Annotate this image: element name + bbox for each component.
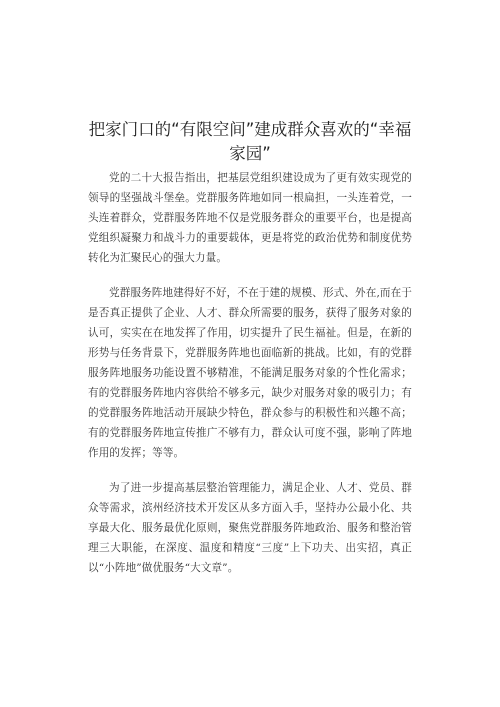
paragraph-2: 党群服务阵地建得好不好，不在于建的规模、形式、外在,而在于是否真正提供了企业、人才、群众所需要的服务，获得了服务对象的认可，实实在在地发挥了作用，切实提升了民生福祉。但是，在新的形势与任务背景下，党群服务阵地也面临新的挑战。比如，有的党群服务阵地服务功能设置不够精准，不能满足服务对象的个性化需求；有的党群服务阵地内容供给不够多元，缺少对服务对象的吸引力；有的党群服务阵地活动开展缺少特色，群众参与的积极性和兴趣不高；有的党群服务阵地宣传推广不够有力，群众认可度不强，影响了阵地作用的发挥；等等。 bbox=[88, 287, 412, 459]
paragraph-3: 为了进一步提高基层整治管理能力，满足企业、人才、党员、群众等需求，滨州经济技术开发区从多方面入手，坚持办公最小化、共享最大化、服务最优化原则，聚焦党群服务阵地政治、服务和整治管理三大职能，在深度、温度和精度“三度”上下功夫、出实招，真正以“小阵地”做优服务“大文章”。 bbox=[88, 482, 412, 574]
article-body bbox=[88, 168, 412, 593]
paragraph-1: 党的二十大报告指出，把基层党组织建设成为了更有效实现党的领导的坚强战斗堡垒。党群服务阵地如同一根扁担，一头连着党，一头连着群众，党群服务阵地不仅是党服务群众的重要平台，也是提高党组织凝聚力和战斗力的重要载体，更是将党的政治优势和制度优势转化为汇聚民心的强大力量。 bbox=[88, 172, 412, 264]
article-title: 把家门口的“有限空间”建成群众喜欢的“幸福家园” bbox=[88, 120, 412, 163]
